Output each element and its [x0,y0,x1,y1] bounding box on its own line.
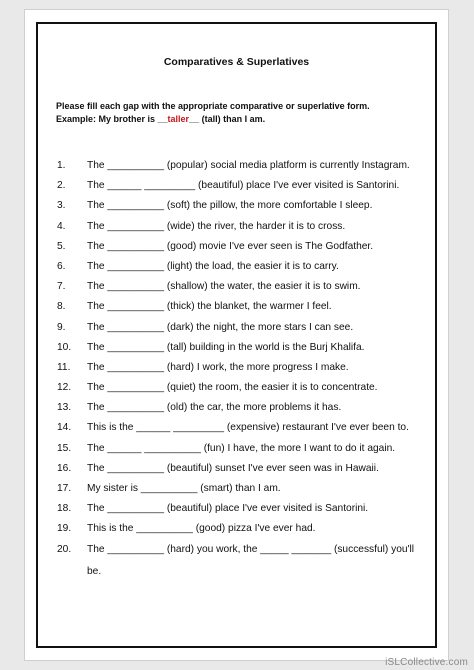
item-body [87,180,399,200]
item-sentence: The __________ (light) the load, the easier it is to carry. [87,260,339,272]
item-body [87,160,410,180]
item-number: 10. [57,341,72,353]
item-body [87,200,372,220]
item-number: 5. [57,240,66,252]
item-number: 11. [57,361,71,373]
item-sentence: This is the ______ _________ (expensive) restaurant I've ever been to. [87,422,409,434]
item-sentence: The __________ (beautiful) place I've ever visited is Santorini. [87,503,369,515]
worksheet-page [24,9,449,661]
example-answer: taller [167,114,190,124]
item-body [87,382,378,402]
item-sentence: The __________ (tall) building in the world is the Burj Khalifa. [87,341,365,353]
exercise-item [57,160,414,180]
item-sentence: The __________ (wide) the river, the harder it is to cross. [87,220,346,232]
item-body [87,281,361,301]
exercise-list [57,160,415,577]
exercise-item [57,200,414,220]
item-body [87,342,365,362]
item-sentence: The ______ __________ (fun) I have, the more I want to do it again. [87,442,396,454]
item-number: 7. [57,281,66,293]
item-sentence: The ______ _________ (beautiful) place I've ever visited is Santorini. [87,180,400,192]
item-body [87,362,349,382]
item-number: 16. [57,462,72,474]
item-number: 15. [57,442,72,454]
item-number: 8. [57,301,66,313]
example-suffix: __ (tall) than I am. [189,114,266,124]
exercise-item [57,463,414,483]
exercise-item [57,443,414,463]
item-number: 1. [57,160,66,171]
exercise-item [57,322,414,342]
exercise-item [57,523,414,543]
item-number: 14. [57,422,72,434]
item-sentence: The __________ (quiet) the room, the easier it is to concentrate. [87,382,378,394]
exercise-item [57,261,414,281]
item-sentence: The __________ (shallow) the water, the easier it is to swim. [87,281,361,293]
exercise-item [57,342,414,362]
item-body [87,241,373,261]
item-number: 2. [57,180,66,192]
worksheet-title: Comparatives & Superlatives [163,56,310,68]
exercise-item [57,362,414,382]
exercise-item [57,301,414,321]
item-body [87,503,368,523]
item-sentence: The __________ (thick) the blanket, the warmer I feel. [87,301,332,313]
item-body [87,543,415,577]
item-sentence: The __________ (hard) I work, the more progress I make. [87,361,349,373]
example-prefix: Example: My brother is __ [56,114,168,124]
item-sentence: The __________ (popular) social media platform is currently Instagram. [87,160,410,171]
item-sentence: The __________ (old) the car, the more problems it has. [87,402,342,414]
exercise-item [57,221,414,241]
item-number: 4. [57,220,66,232]
example-line [56,113,370,126]
site-watermark: iSLCollective.com [385,657,468,668]
item-number: 3. [57,200,66,212]
item-sentence: The __________ (beautiful) sunset I've ever seen was in Hawaii. [87,462,379,474]
item-body [87,402,341,422]
item-body [87,422,409,442]
item-sentence: The __________ (soft) the pillow, the more comfortable I sleep. [87,200,373,212]
item-number: 13. [57,402,72,414]
exercise-item [57,382,414,402]
item-sentence-continuation: be. [87,565,102,577]
item-sentence: The __________ (hard) you work, the _____ _______ (successful) you'll [87,543,415,555]
instructions [56,100,370,126]
exercise-item [57,503,414,523]
item-number: 9. [57,321,66,333]
item-sentence: This is the __________ (good) pizza I've ever had. [87,523,316,535]
item-body [87,443,395,463]
item-body [87,301,332,321]
item-number: 6. [57,260,66,272]
item-number: 18. [57,503,72,515]
exercise-item [57,483,414,503]
item-number: 19. [57,523,72,535]
exercise-item [57,281,414,301]
exercise-item [57,543,415,577]
item-sentence: My sister is __________ (smart) than I am. [87,483,281,494]
item-sentence: The __________ (dark) the night, the more stars I can see. [87,321,354,333]
item-body [87,463,379,483]
item-body [87,221,345,241]
item-body [87,483,281,503]
item-number: 20. [57,543,72,555]
item-body [87,523,315,543]
exercise-item [57,180,414,200]
instructions-line: Please fill each gap with the appropriate comparative or superlative form. [56,101,370,111]
exercise-item [57,241,414,261]
exercise-item [57,402,414,422]
item-number: 17. [57,483,72,494]
item-body [87,261,339,281]
item-number: 12. [57,382,72,394]
exercise-item [57,422,414,442]
item-body [87,322,353,342]
item-sentence: The __________ (good) movie I've ever seen is The Godfather. [87,240,374,252]
